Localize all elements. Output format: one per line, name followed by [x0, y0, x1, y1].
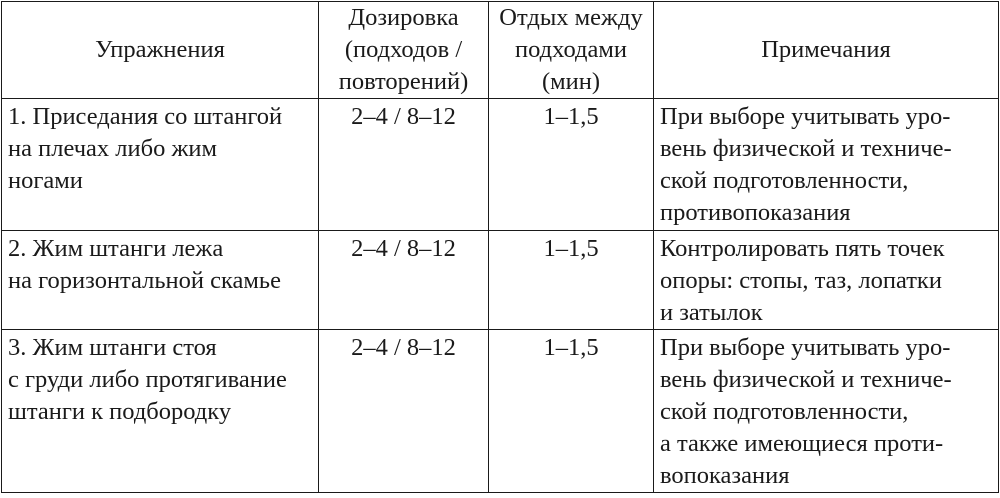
cell-dosage: 2–4 / 8–12 [319, 231, 489, 330]
exercise-line: 2. Жим штанги лежа [8, 235, 224, 262]
exercise-line: на плечах либо жим [8, 135, 218, 162]
cell-notes [654, 99, 999, 231]
cell-notes [654, 231, 999, 330]
exercise-table [1, 1, 999, 493]
header-row [2, 2, 999, 99]
notes-line: Контролировать пять точек [660, 235, 945, 262]
notes-line: При выборе учитывать уро- [660, 103, 951, 130]
exercise-line: 3. Жим штанги стоя [8, 334, 217, 361]
exercise-line: ногами [8, 167, 83, 194]
exercise-line: на горизонтальной скамье [8, 267, 281, 294]
header-dosage-line: повторений) [338, 68, 469, 95]
notes-line: ской подготовленности, [660, 167, 909, 194]
header-notes-line: Примечания [761, 36, 891, 63]
notes-line: При выборе учитывать уро- [660, 334, 951, 361]
header-dosage [319, 2, 489, 99]
notes-line: а также имеющиеся проти- [660, 430, 944, 457]
notes-line: вень физической и техниче- [660, 366, 952, 393]
header-exercise-line: Упражнения [95, 36, 225, 63]
header-rest-line: подходами [515, 36, 627, 63]
exercise-line: 1. Приседания со штангой [8, 103, 283, 130]
cell-exercise [2, 231, 319, 330]
table-row [2, 99, 999, 231]
notes-line: вень физической и техниче- [660, 135, 952, 162]
notes-line: опоры: стопы, таз, лопатки [660, 267, 942, 294]
header-exercise [2, 2, 319, 99]
notes-line: ской подготовленности, [660, 398, 909, 425]
cell-rest: 1–1,5 [489, 99, 654, 231]
header-rest-line: Отдых между [499, 4, 643, 31]
header-rest [489, 2, 654, 99]
notes-line: противопоказания [660, 199, 851, 226]
header-dosage-line: Дозировка [348, 4, 459, 31]
table-row [2, 330, 999, 493]
header-notes [654, 2, 999, 99]
exercise-line: штанги к подбородку [8, 398, 232, 425]
cell-rest: 1–1,5 [489, 231, 654, 330]
cell-rest: 1–1,5 [489, 330, 654, 493]
notes-line: вопоказания [660, 462, 790, 489]
cell-exercise [2, 330, 319, 493]
cell-notes [654, 330, 999, 493]
cell-dosage: 2–4 / 8–12 [319, 99, 489, 231]
exercise-line: с груди либо протягивание [8, 366, 287, 393]
notes-line: и затылок [660, 299, 763, 326]
cell-dosage: 2–4 / 8–12 [319, 330, 489, 493]
cell-exercise [2, 99, 319, 231]
table-row [2, 231, 999, 330]
header-rest-line: (мин) [541, 68, 601, 95]
header-dosage-line: (подходов / [344, 36, 463, 63]
